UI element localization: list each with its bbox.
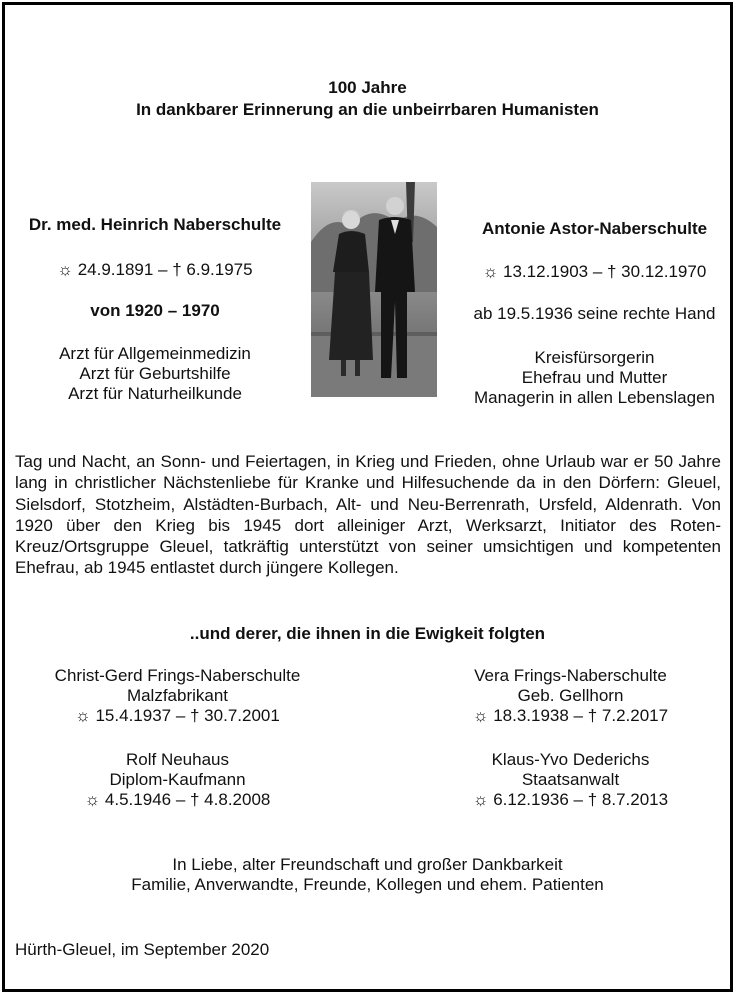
tribute-paragraph: Tag und Nacht, an Sonn- und Feiertagen, in Krieg und Frieden, ohne Urlaub war er 50 Jahre lang in christlicher Nächstenliebe für Kranke und Hilfesuchende da in den Dörfern: Gleuel, Sielsdorf, Stotzheim, Alstädten-Burbach, Alt- und Neu-Berrenrath, Ursfeld, Aldenrath. Von 1920 über den Krieg bis 1945 dort alleiniger Arzt, Werksarzt, Initiator des Roten-Kreuz/Ortsgruppe Gleuel, tatkräftig unterstützt von seiner umsichtigen und kompetenten Ehefrau, ab 1945 entlastet durch jüngere Kollegen.: [15, 452, 721, 578]
place-date: Hürth-Gleuel, im September 2020: [15, 940, 270, 959]
right-person-dates: ☼ 13.12.1903 – † 30.12.1970: [482, 262, 707, 281]
right-role: Managerin in allen Lebenslagen: [473, 388, 715, 407]
right-person-period: ab 19.5.1936 seine rechte Hand: [473, 304, 716, 323]
follower-role: Geb. Gellhorn: [517, 686, 624, 705]
closing-line: In Liebe, alter Freundschaft und großer Dankbarkeit: [172, 855, 563, 874]
couple-photo: [311, 182, 437, 397]
follower-name: Christ-Gerd Frings-Naberschulte: [54, 666, 301, 685]
follower-role: Diplom-Kaufmann: [109, 770, 246, 789]
left-person-period: von 1920 – 1970: [90, 301, 220, 320]
follower-dates: ☼ 18.3.1938 – † 7.2.2017: [472, 706, 669, 725]
follower-dates: ☼ 15.4.1937 – † 30.7.2001: [75, 706, 280, 725]
left-person-roles: [5, 344, 305, 404]
follower-block: [405, 750, 736, 810]
right-person-name: Antonie Astor-Naberschulte: [481, 219, 708, 238]
right-person-roles: [453, 348, 736, 408]
right-role: Kreisfürsorgerin: [534, 348, 655, 367]
follower-role: Staatsanwalt: [521, 770, 620, 789]
followers-heading: ..und derer, die ihnen in die Ewigkeit folgten: [189, 624, 546, 643]
closing-lines: [5, 855, 730, 895]
follower-name: Klaus-Yvo Dederichs: [491, 750, 650, 769]
left-role: Arzt für Allgemeinmedizin: [59, 344, 251, 363]
notice-title: 100 Jahre: [328, 78, 407, 97]
follower-role: Malzfabrikant: [126, 686, 229, 705]
follower-dates: ☼ 4.5.1946 – † 4.8.2008: [84, 790, 271, 809]
left-role: Arzt für Geburtshilfe: [79, 364, 231, 383]
right-role: Ehefrau und Mutter: [521, 368, 668, 387]
follower-block: [5, 750, 350, 810]
follower-block: [5, 666, 350, 726]
obituary-frame: [2, 2, 733, 992]
follower-block: [405, 666, 736, 726]
notice-subtitle: In dankbarer Erinnerung an die unbeirrbaren Humanisten: [136, 100, 599, 119]
left-person-name: Dr. med. Heinrich Naberschulte: [28, 215, 282, 234]
follower-name: Vera Frings-Naberschulte: [474, 666, 667, 685]
left-person-dates: ☼ 24.9.1891 – † 6.9.1975: [57, 260, 253, 279]
closing-line: Familie, Anverwandte, Freunde, Kollegen und ehem. Patienten: [131, 875, 604, 894]
left-role: Arzt für Naturheilkunde: [68, 384, 242, 403]
follower-name: Rolf Neuhaus: [125, 750, 229, 769]
follower-dates: ☼ 6.12.1936 – † 8.7.2013: [472, 790, 669, 809]
